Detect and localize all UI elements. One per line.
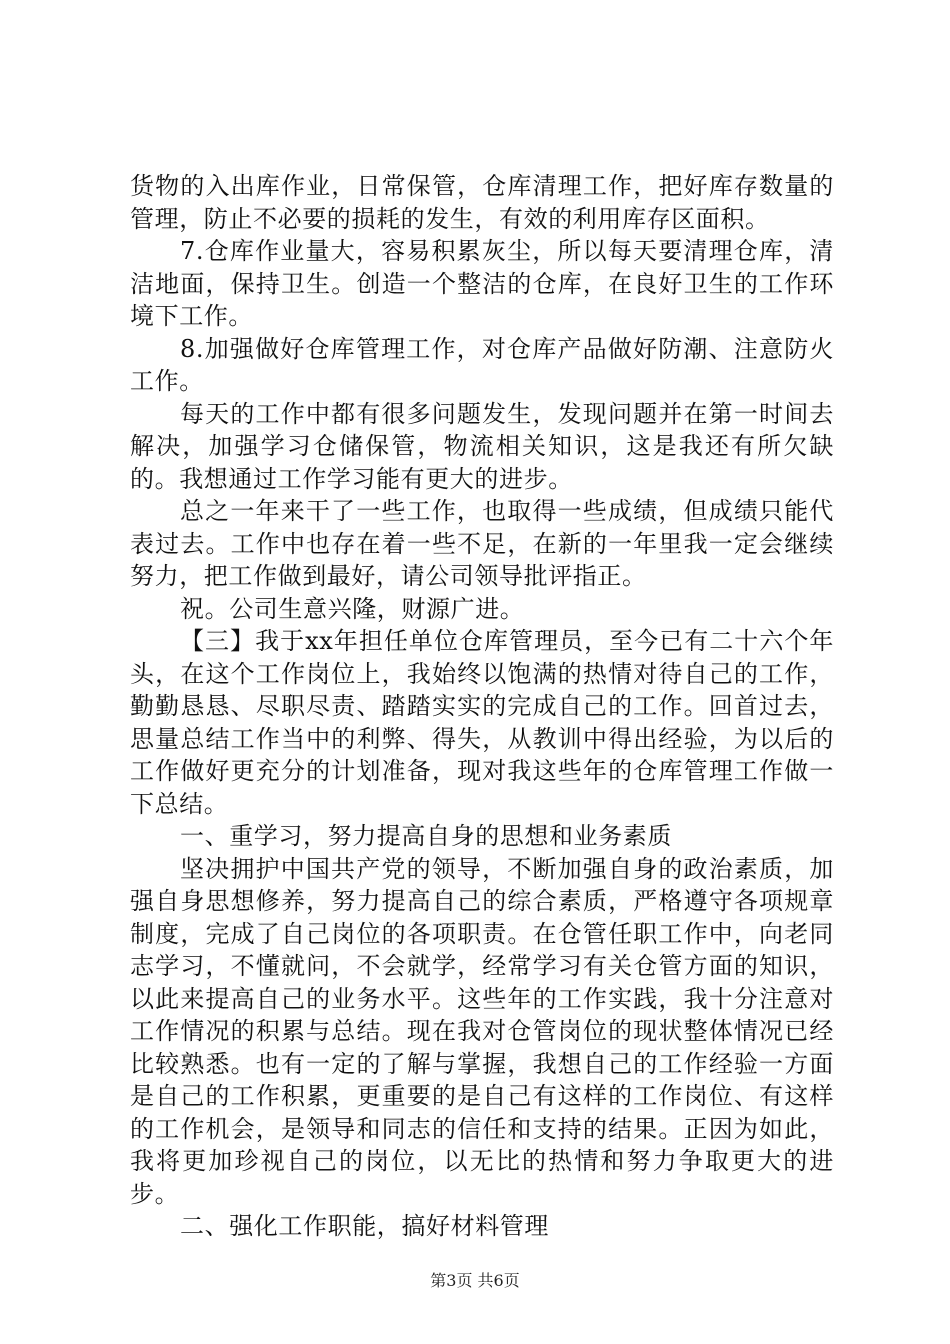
paragraph-7: 【三】我于xx年担任单位仓库管理员，至今已有二十六个年头，在这个工作岗位上，我始终以饱满的热情对待自己的工作，勤勤恳恳、尽职尽责、踏踏实实的完成自己的工作。回首过去，思量总结工作当中的利弊、得失，从教训中得出经验，为以后的工作做好更充分的计划准备，现对我这些年的仓库管理工作做一下总结。 — [130, 627, 834, 818]
paragraph-2: 7.仓库作业量大，容易积累灰尘，所以每天要清理仓库，清洁地面，保持卫生。创造一个整洁的仓库，在良好卫生的工作环境下工作。 — [130, 237, 834, 330]
page-number-footer: 第3页 共6页 — [430, 1271, 520, 1290]
section-heading-2: 二、强化工作职能，搞好材料管理 — [180, 1212, 549, 1240]
paragraph-5: 总之一年来干了一些工作，也取得一些成绩，但成绩只能代表过去。工作中也存在着一些不足，在新的一年里我一定会继续努力，把工作做到最好，请公司领导批评指正。 — [130, 497, 834, 590]
paragraph-6: 祝。公司生意兴隆，财源广进。 — [180, 594, 525, 623]
document-body — [130, 170, 834, 1243]
paragraph-3: 8.加强做好仓库管理工作，对仓库产品做好防潮、注意防火工作。 — [130, 334, 834, 395]
paragraph-8: 坚决拥护中国共产党的领导，不断加强自身的政治素质，加强自身思想修养，努力提高自己的综合素质，严格遵守各项规章制度，完成了自己岗位的各项职责。在仓管任职工作中，向老同志学习，不懂就问，不会就学，经常学习有关仓管方面的知识，以此来提高自己的业务水平。这些年的工作实践，我十分注意对工作情况的积累与总结。现在我对仓管岗位的现状整体情况已经比较熟悉。也有一定的了解与掌握，我想自己的工作经验一方面是自己的工作积累，更重要的是自己有这样的工作岗位、有这样的工作机会，是领导和同志的信任和支持的结果。正因为如此，我将更加珍视自己的岗位，以无比的热情和努力争取更大的进步。 — [130, 854, 834, 1208]
section-heading-1: 一、重学习，努力提高自身的思想和业务素质 — [180, 822, 672, 850]
paragraph-4: 每天的工作中都有很多问题发生，发现问题并在第一时间去解决，加强学习仓储保管，物流相关知识，这是我还有所欠缺的。我想通过工作学习能有更大的进步。 — [130, 399, 834, 493]
paragraph-1: 货物的入出库作业，日常保管，仓库清理工作，把好库存数量的管理，防止不必要的损耗的发生，有效的利用库存区面积。 — [130, 172, 834, 233]
